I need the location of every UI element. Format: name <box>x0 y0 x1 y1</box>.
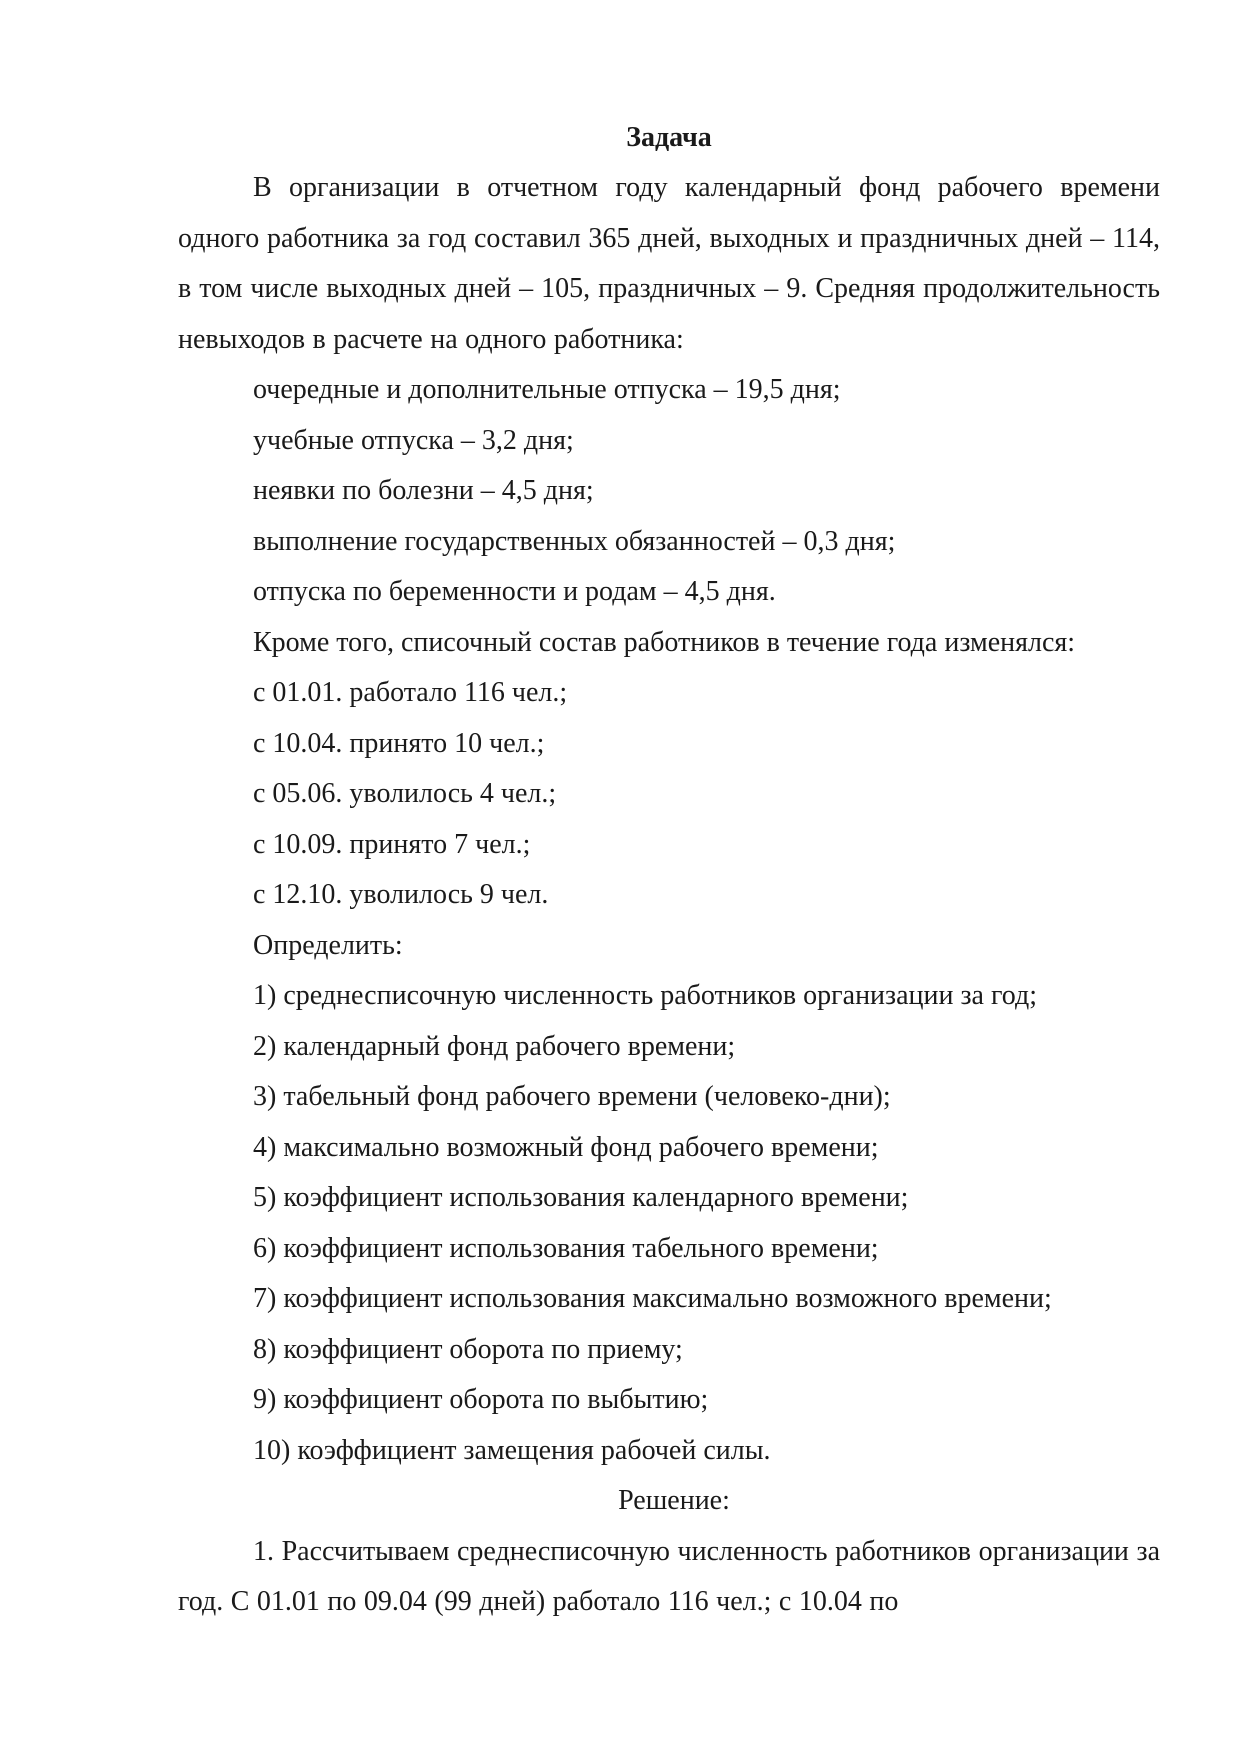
task-item: 7) коэффициент использования максимально возможного времени; <box>253 1283 1052 1314</box>
intro-paragraph: В организации в отчетном году календарный фонд рабочего времени одного работника за год составил 365 дней, выходных и праздничных дней – 114, в том числе выходных дней – 105, праздничных – 9. Средняя продолжительность невыходов в расчете на одного работника: <box>178 172 1160 355</box>
absence-item: отпуска по беременности и родам – 4,5 дня. <box>253 576 776 607</box>
task-item: 8) коэффициент оборота по приему; <box>253 1333 683 1365</box>
staff-intro: Кроме того, списочный состав работников в течение года изменялся: <box>253 626 1076 658</box>
task-item: 9) коэффициент оборота по выбытию; <box>253 1384 709 1415</box>
solution-paragraph: 1. Рассчитываем среднесписочную численность работников организации за год. С 01.01 по 09.04 (99 дней) работало 116 чел.; с 10.04 по <box>178 1535 1160 1617</box>
absence-item: выполнение государственных обязанностей – 0,3 дня; <box>253 525 896 557</box>
task-item: 5) коэффициент использования календарного времени; <box>253 1182 909 1213</box>
absence-item: очередные и дополнительные отпуска – 19,5 дня; <box>253 374 841 405</box>
task-item: 4) максимально возможный фонд рабочего времени; <box>253 1131 879 1163</box>
absence-item: учебные отпуска – 3,2 дня; <box>253 424 574 456</box>
task-item: 2) календарный фонд рабочего времени; <box>253 1030 736 1062</box>
staff-change-item: с 01.01. работало 116 чел.; <box>253 677 568 708</box>
staff-change-item: с 12.10. уволилось 9 чел. <box>253 879 549 910</box>
task-item: 3) табельный фонд рабочего времени (человеко-дни); <box>253 1081 891 1112</box>
task-item: 6) коэффициент использования табельного времени; <box>253 1232 879 1264</box>
document-title: Задача <box>626 122 712 153</box>
solution-heading: Решение: <box>618 1485 730 1516</box>
determine-label: Определить: <box>253 929 403 961</box>
staff-change-item: с 10.04. принято 10 чел.; <box>253 727 545 759</box>
task-item: 1) среднесписочную численность работников организации за год; <box>253 980 1037 1011</box>
task-item: 10) коэффициент замещения рабочей силы. <box>253 1434 771 1466</box>
staff-change-item: с 05.06. уволилось 4 чел.; <box>253 778 557 809</box>
staff-change-item: с 10.09. принято 7 чел.; <box>253 828 531 860</box>
document-body <box>178 113 1160 1628</box>
absence-item: неявки по болезни – 4,5 дня; <box>253 475 594 506</box>
